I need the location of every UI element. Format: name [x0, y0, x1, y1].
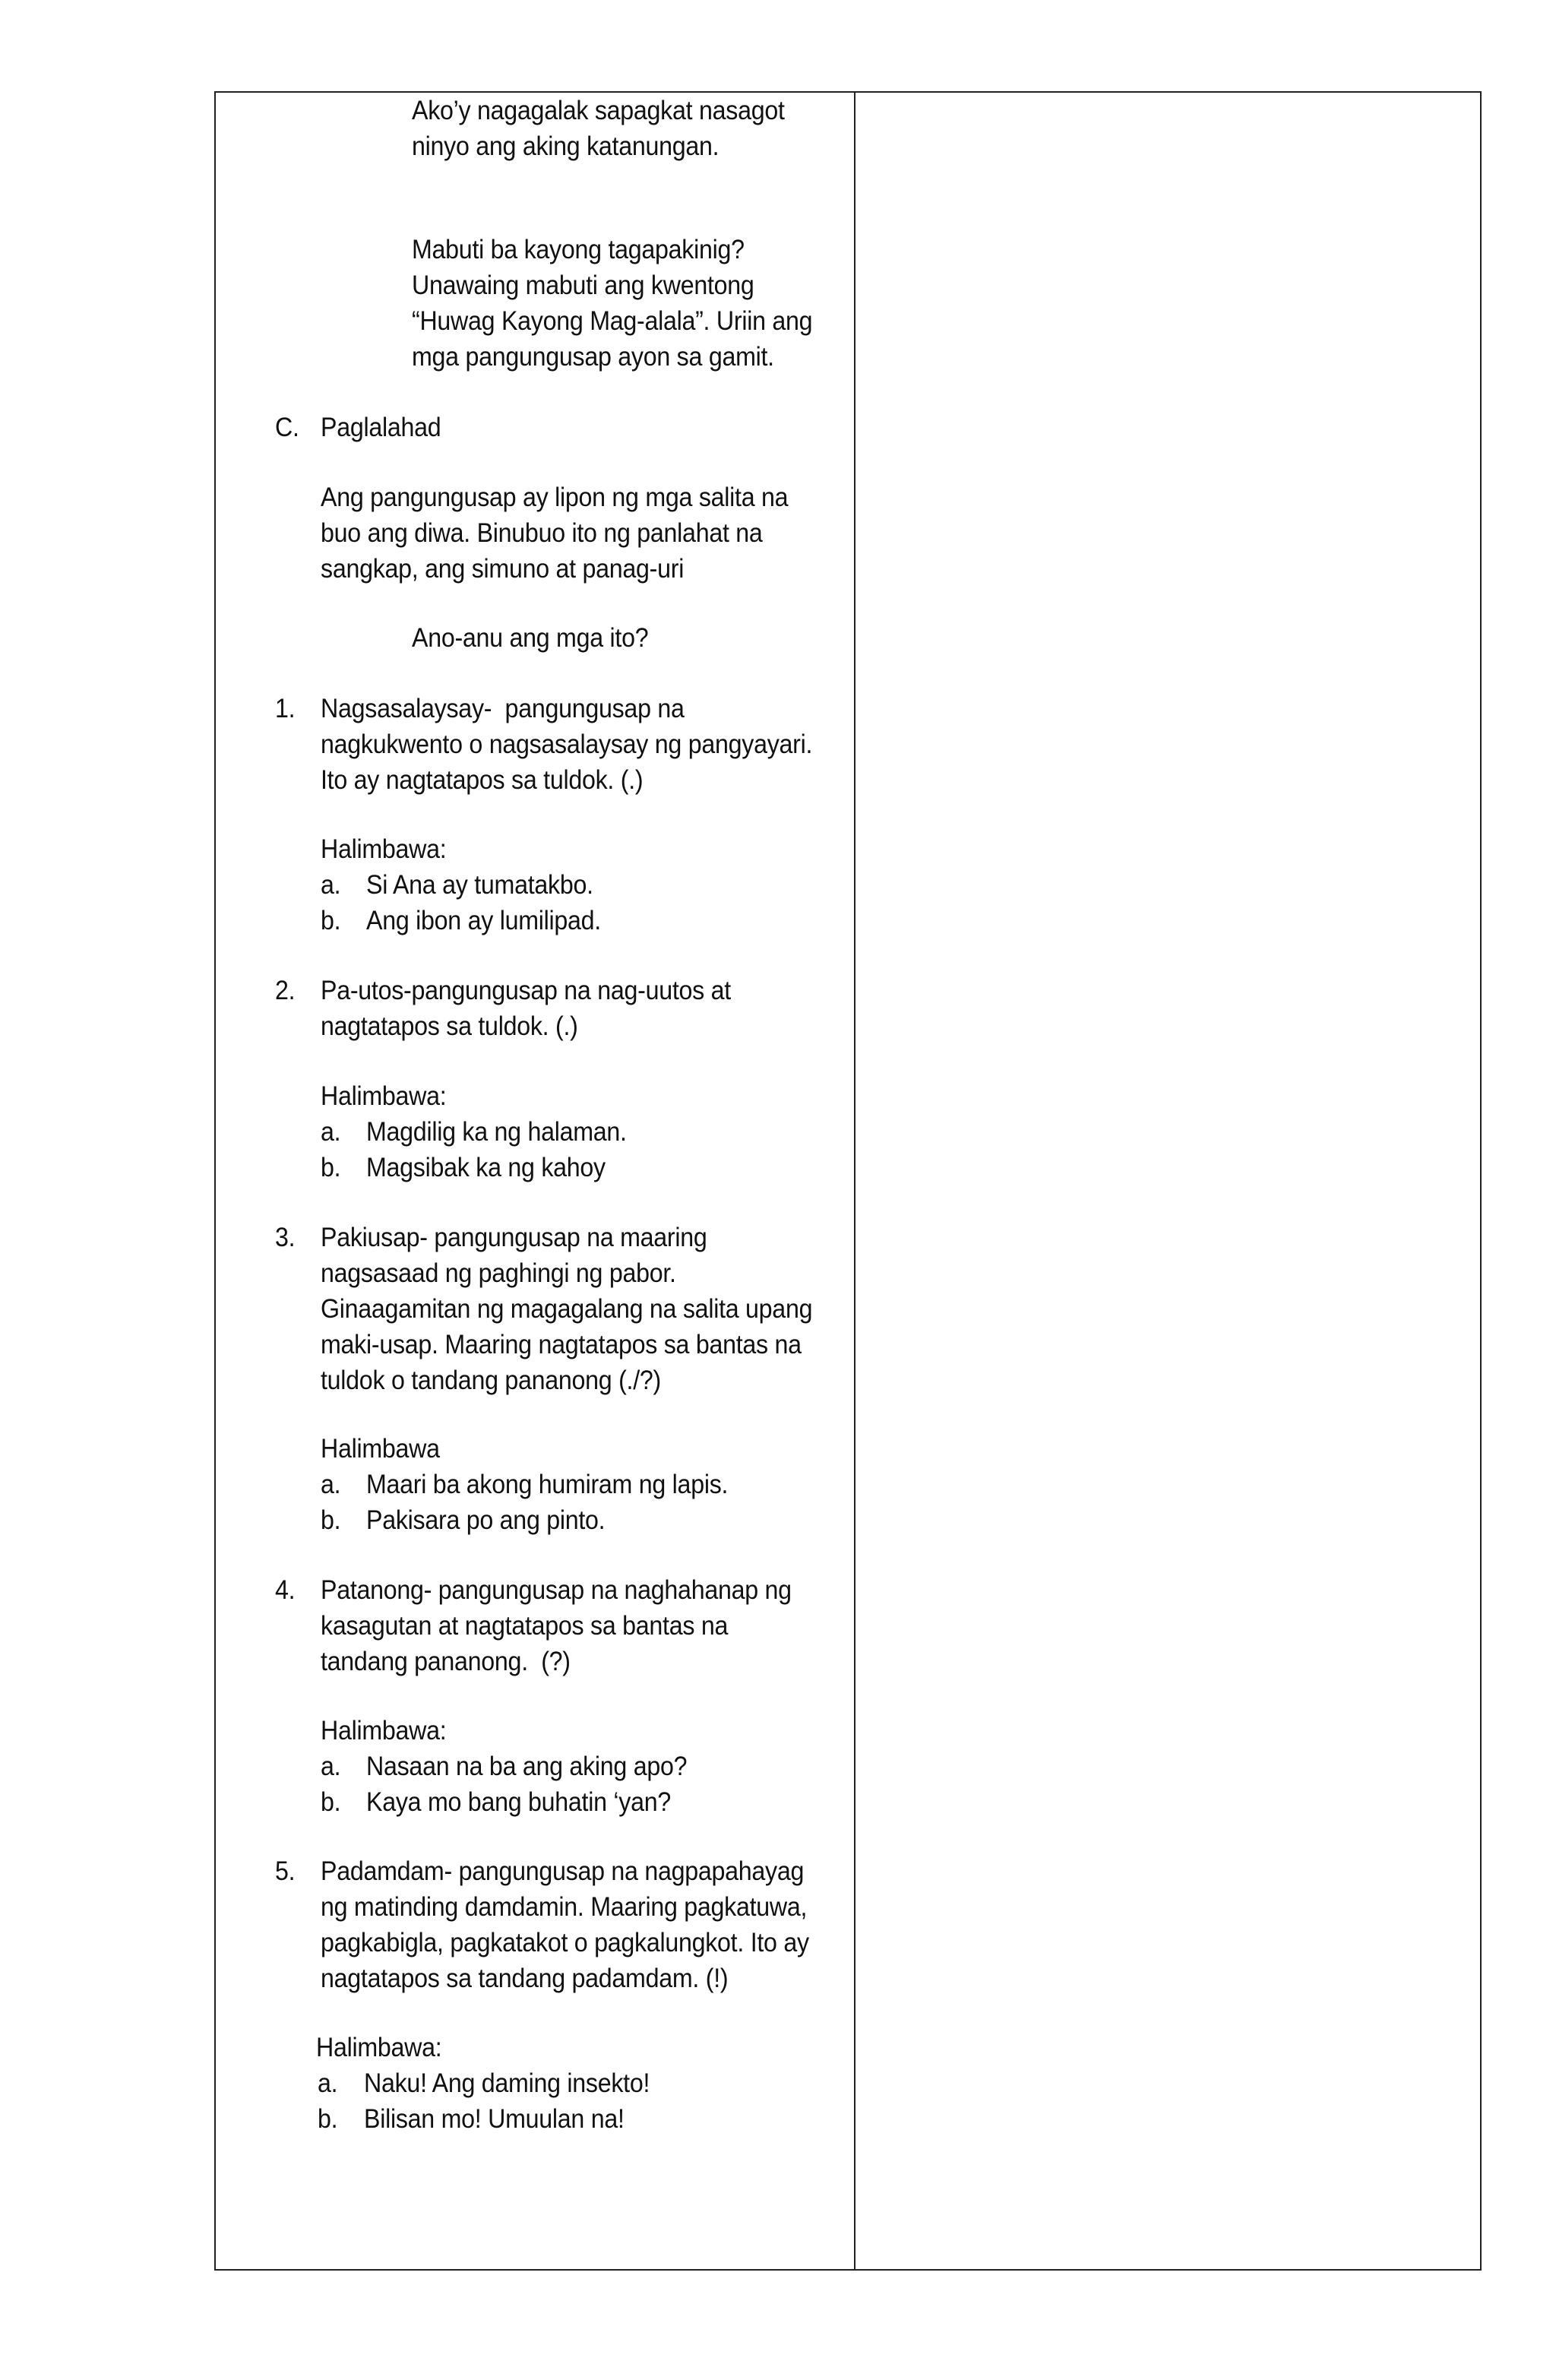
example-letter: b.	[321, 1787, 341, 1817]
example-letter: a.	[321, 1117, 341, 1147]
example-text: Kaya mo bang buhatin ‘yan?	[366, 1787, 671, 1817]
item-text-line: ng matinding damdamin. Maaring pagkatuwa,	[321, 1892, 808, 1922]
example-label: Halimbawa:	[316, 2033, 442, 2062]
item-text-line: tandang pananong. (?)	[321, 1647, 571, 1676]
item-number: 3.	[275, 1223, 296, 1252]
section-question: Ano-anu ang mga ito?	[412, 623, 649, 653]
intro-para2-line-4: mga pangungusap ayon sa gamit.	[412, 342, 774, 372]
item-text-line: maki-usap. Maaring nagtatapos sa bantas na	[321, 1330, 802, 1359]
example-text: Naku! Ang daming insekto!	[364, 2068, 650, 2098]
example-text: Magdilig ka ng halaman.	[366, 1117, 627, 1147]
intro-para2-line-3: “Huwag Kayong Mag-alala”. Uriin ang	[412, 306, 813, 336]
item-number: 1.	[275, 694, 296, 723]
item-text-line: nagsasaad ng paghingi ng pabor.	[321, 1258, 676, 1288]
item-text-line: nagtatapos sa tandang padamdam. (!)	[321, 1964, 729, 1993]
example-text: Maari ba akong humiram ng lapis.	[366, 1470, 729, 1499]
item-text-line: pagkabigla, pagkatakot o pagkalungkot. Ito ay	[321, 1928, 809, 1957]
item-text-line: Pa-utos-pangungusap na nag-uutos at	[321, 976, 731, 1005]
example-text: Ang ibon ay lumilipad.	[366, 906, 601, 935]
item-number: 2.	[275, 976, 296, 1005]
example-label: Halimbawa:	[321, 1716, 447, 1745]
intro-para2-line-2: Unawaing mabuti ang kwentong	[412, 271, 754, 300]
example-letter: b.	[321, 1505, 341, 1535]
column-divider	[854, 93, 855, 2269]
example-letter: a.	[321, 1752, 341, 1781]
intro-line-2: ninyo ang aking katanungan.	[412, 131, 719, 161]
example-letter: a.	[321, 1470, 341, 1499]
definition-line-2: buo ang diwa. Binubuo ito ng panlahat na	[321, 518, 763, 548]
example-label: Halimbawa	[321, 1434, 440, 1464]
intro-line-1: Ako’y nagagalak sapagkat nasagot	[412, 96, 785, 125]
example-letter: b.	[321, 906, 341, 935]
item-text-line: Nagsasalaysay- pangungusap na	[321, 694, 685, 723]
example-text: Si Ana ay tumatakbo.	[366, 870, 593, 900]
example-letter: a.	[318, 2068, 338, 2098]
item-text-line: Patanong- pangungusap na naghahanap ng	[321, 1575, 792, 1605]
example-letter: a.	[321, 870, 341, 900]
example-text: Nasaan na ba ang aking apo?	[366, 1752, 688, 1781]
definition-line-1: Ang pangungusap ay lipon ng mga salita na	[321, 483, 789, 512]
example-text: Magsibak ka ng kahoy	[366, 1153, 606, 1182]
item-text-line: nagkukwento o nagsasalaysay ng pangyayari.	[321, 730, 813, 759]
definition-line-3: sangkap, ang simuno at panag-uri	[321, 554, 685, 584]
example-letter: b.	[321, 1153, 341, 1182]
item-text-line: kasagutan at nagtatapos sa bantas na	[321, 1611, 729, 1641]
item-text-line: nagtatapos sa tuldok. (.)	[321, 1011, 578, 1041]
section-c-letter: C.	[275, 413, 299, 442]
item-text-line: tuldok o tandang pananong (./?)	[321, 1366, 661, 1395]
intro-para2-line-1: Mabuti ba kayong tagapakinig?	[412, 235, 745, 264]
example-letter: b.	[318, 2104, 338, 2134]
item-text-line: Ito ay nagtatapos sa tuldok. (.)	[321, 765, 644, 795]
item-text-line: Pakiusap- pangungusap na maaring	[321, 1223, 707, 1252]
example-text: Bilisan mo! Umuulan na!	[364, 2104, 625, 2134]
example-label: Halimbawa:	[321, 1081, 447, 1111]
example-label: Halimbawa:	[321, 834, 447, 864]
item-number: 5.	[275, 1856, 296, 1886]
example-text: Pakisara po ang pinto.	[366, 1505, 606, 1535]
section-c-title: Paglalahad	[321, 413, 441, 442]
item-text-line: Ginaagamitan ng magagalang na salita upang	[321, 1294, 813, 1324]
item-text-line: Padamdam- pangungusap na nagpapahayag	[321, 1856, 805, 1886]
item-number: 4.	[275, 1575, 296, 1605]
